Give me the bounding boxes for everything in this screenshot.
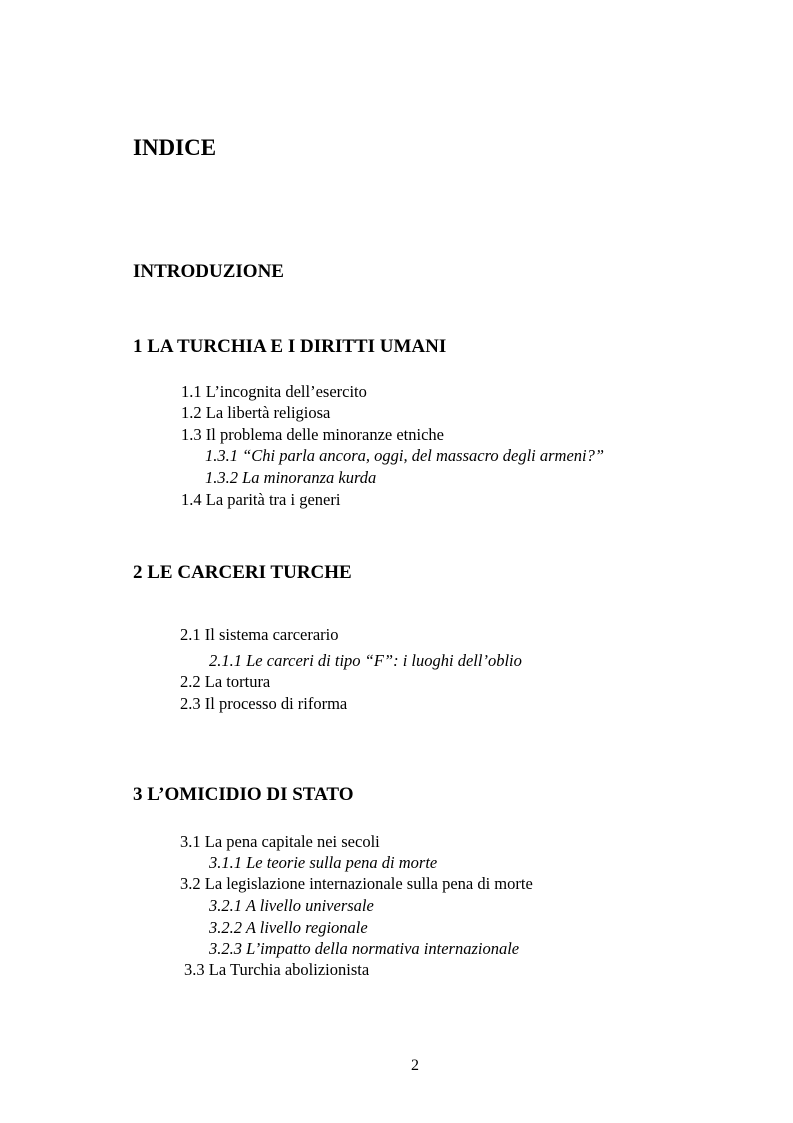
- toc-entry-3-2: 3.2 La legislazione internazionale sulla pena di morte: [180, 874, 533, 893]
- toc-entry-1-2: 1.2 La libertà religiosa: [181, 403, 331, 422]
- chapter-2-heading: 2 LE CARCERI TURCHE: [133, 562, 352, 583]
- toc-entry-2-1: 2.1 Il sistema carcerario: [180, 625, 339, 644]
- toc-entry-3-2-2: 3.2.2 A livello regionale: [209, 918, 368, 937]
- toc-entry-1-3: 1.3 Il problema delle minoranze etniche: [181, 425, 444, 444]
- toc-entry-1-4: 1.4 La parità tra i generi: [181, 490, 341, 509]
- toc-entry-3-2-1: 3.2.1 A livello universale: [209, 896, 374, 915]
- toc-entry-2-2: 2.2 La tortura: [180, 672, 271, 691]
- toc-entry-1-3-2: 1.3.2 La minoranza kurda: [205, 468, 377, 487]
- toc-entry-3-1-1: 3.1.1 Le teorie sulla pena di morte: [209, 853, 438, 872]
- toc-entry-3-1: 3.1 La pena capitale nei secoli: [180, 832, 380, 851]
- toc-entry-3-2-3: 3.2.3 L’impatto della normativa internazionale: [209, 939, 520, 958]
- toc-entry-1-3-1: 1.3.1 “Chi parla ancora, oggi, del massacro degli armeni?”: [205, 446, 605, 465]
- chapter-1-heading: 1 LA TURCHIA E I DIRITTI UMANI: [133, 336, 447, 357]
- page-title: INDICE: [133, 135, 217, 160]
- page-number: 2: [411, 1057, 419, 1074]
- toc-entry-2-3: 2.3 Il processo di riforma: [180, 694, 348, 713]
- toc-entry-1-1: 1.1 L’incognita dell’esercito: [181, 382, 367, 401]
- toc-introduction: INTRODUZIONE: [133, 261, 284, 282]
- toc-entry-2-1-1: 2.1.1 Le carceri di tipo “F”: i luoghi dell’oblio: [209, 651, 522, 670]
- chapter-3-heading: 3 L’OMICIDIO DI STATO: [133, 784, 354, 805]
- toc-entry-3-3: 3.3 La Turchia abolizionista: [184, 960, 370, 979]
